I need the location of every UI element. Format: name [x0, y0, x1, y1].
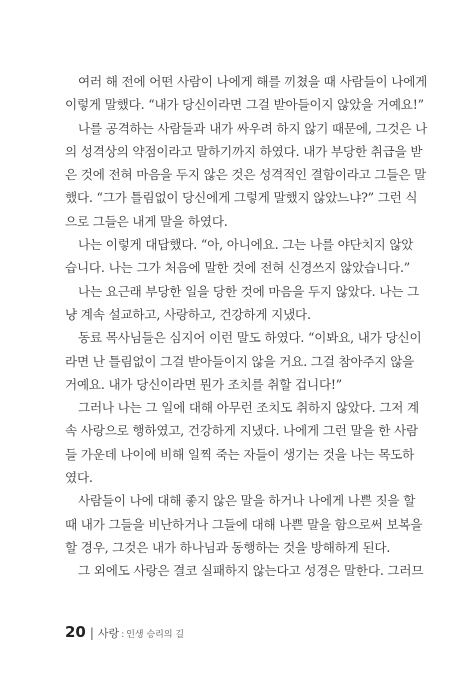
page-footer [65, 623, 184, 643]
text-line: 때 내가 그들을 비난하거나 그들에 대해 나쁜 말을 함으로써 보복을 [65, 516, 423, 532]
text-line: 나는 이렇게 대답했다. “아, 아니에요. 그는 나를 야단치지 않았 [78, 237, 414, 253]
text-line: 그 외에도 사랑은 결코 실패하지 않는다고 성경은 말한다. 그러므 [78, 563, 424, 579]
title-colon: : [121, 630, 125, 640]
text-line: 사람들이 나에 대해 좋지 않은 말을 하거나 나에게 나쁜 짓을 할 [78, 493, 416, 509]
text-line: 동료 목사님들은 심지어 이런 말도 하였다. “이봐요, 내가 당신이 [78, 330, 422, 346]
book-subtitle: 인생 승리의 길 [126, 630, 185, 640]
text-line: 했다. “그가 틀림없이 당신에게 그렇게 말했지 않았느냐?” 그런 식 [65, 190, 418, 206]
text-line: 은 것에 전혀 마음을 두지 않은 것은 성격적인 결함이라고 그들은 말 [65, 167, 427, 183]
text-line: 냥 계속 설교하고, 사랑하고, 건강하게 지냈다. [65, 306, 311, 322]
text-line: 의 성격상의 약점이라고 말하기까지 하였다. 내가 부당한 취급을 받 [65, 143, 423, 159]
body-text [65, 70, 428, 583]
text-line: 거예요. 내가 당신이라면 뭔가 조치를 취할 겁니다!” [65, 376, 343, 392]
text-line: 나는 요근래 부당한 일을 당한 것에 마음을 두지 않았다. 나는 그 [78, 283, 419, 299]
text-line: 여러 해 전에 어떤 사람이 나에게 해를 끼쳤을 때 사람들이 나에게 [78, 74, 428, 89]
text-line: 였다. [65, 470, 93, 486]
footer-separator: | [89, 626, 94, 640]
text-line: 들 가운데 나이에 비해 일찍 죽는 자들이 생기는 것을 나는 목도하 [65, 446, 415, 462]
text-line: 그러나 나는 그 일에 대해 아무런 조치도 취하지 않았다. 그저 계 [78, 400, 419, 416]
page-number: 20 [65, 623, 86, 641]
text-line: 나를 공격하는 사람들과 내가 싸우려 하지 않기 때문에, 그것은 나 [78, 120, 428, 136]
text-line: 습니다. 나는 그가 처음에 말한 것에 전혀 신경쓰지 않았습니다.” [65, 260, 410, 276]
text-line: 할 경우, 그것은 내가 하나님과 동행하는 것을 방해하게 된다. [65, 539, 391, 555]
text-line: 이렇게 말했다. “내가 당신이라면 그걸 받아들이지 않았을 거예요!” [65, 97, 424, 113]
book-title: 사랑 [97, 627, 120, 640]
text-line: 라면 난 틀림없이 그걸 받아들이지 않을 거요. 그걸 참아주지 않을 [65, 353, 415, 369]
text-line: 속 사랑으로 행하였고, 건강하게 지냈다. 나에게 그런 말을 한 사람 [65, 423, 418, 439]
text-line: 으로 그들은 내게 말을 하였다. [65, 213, 228, 229]
